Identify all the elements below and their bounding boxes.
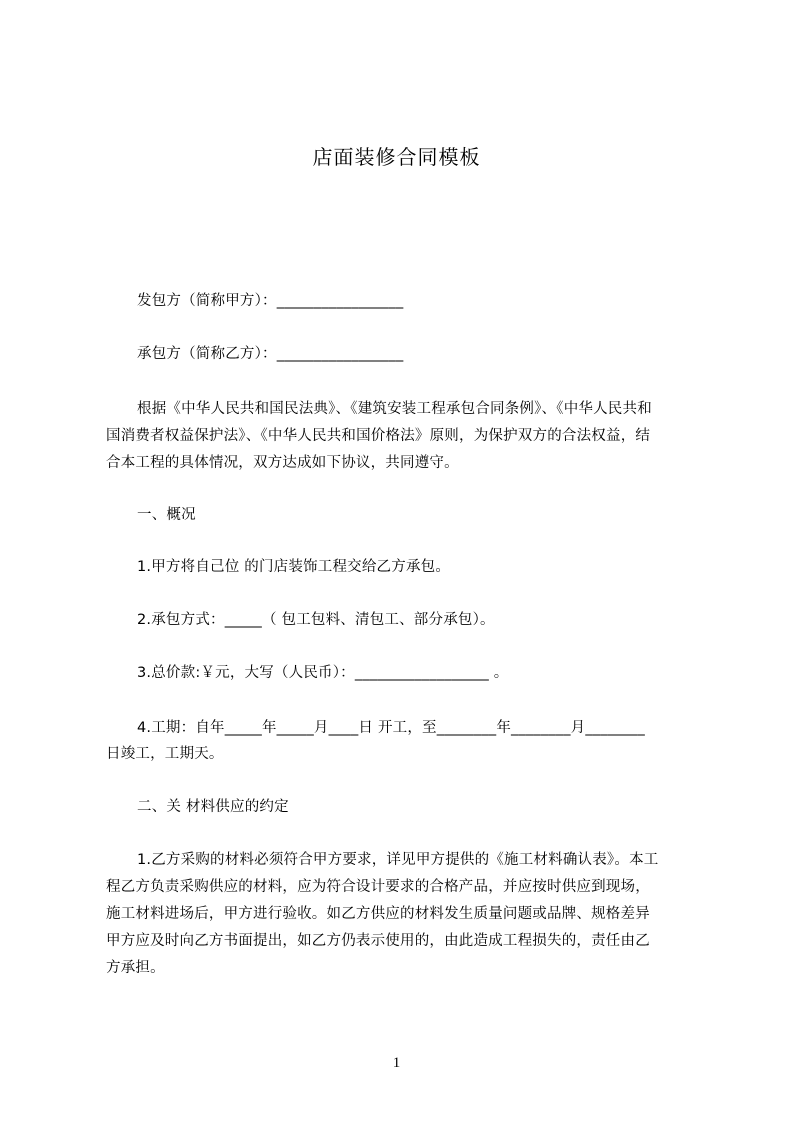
section-1-item-4-line-2: 日竣工，工期天。 <box>106 746 224 762</box>
section-1-item-3: 3.总价款:￥元，大写（人民币）：__________________ 。 <box>137 665 509 681</box>
party-a-line: 发包方（简称甲方）：_________________ <box>137 293 404 309</box>
section-1-heading: 一、概况 <box>137 507 196 523</box>
intro-line-1: 根据《中华人民共和国民法典》、《建筑安装工程承包合同条例》、《中华人民共和 <box>137 401 652 417</box>
section-2-item-1-line-4: 甲方应及时向乙方书面提出，如乙方仍表示使用的，由此造成工程损失的，责任由乙 <box>106 933 650 949</box>
party-b-line: 承包方（简称乙方）：_________________ <box>137 346 404 362</box>
section-2-item-1-line-3: 施工材料进场后，甲方进行验收。如乙方供应的材料发生质量问题或品牌、规格差异 <box>106 906 650 922</box>
intro-line-2: 国消费者权益保护法》、《中华人民共和国价格法》原则，为保护双方的合法权益，结 <box>106 428 651 444</box>
section-2-item-1-line-2: 程乙方负责采购供应的材料，应为符合设计要求的合格产品，并应按时供应到现场， <box>106 879 650 895</box>
section-1-item-4-line-1: 4.工期：自年_____年_____月____日 开工，至________年________月________ <box>137 720 645 736</box>
intro-line-3: 合本工程的具体情况，双方达成如下协议，共同遵守。 <box>106 455 459 471</box>
page-title: 店面装修合同模板 <box>312 145 481 169</box>
page-number: 1 <box>392 1055 401 1071</box>
section-2-heading: 二、关 材料供应的约定 <box>137 799 289 815</box>
section-1-item-1: 1.甲方将自己位 的门店装饰工程交给乙方承包。 <box>137 559 451 575</box>
section-1-item-2: 2.承包方式：_____（ 包工包料、清包工、部分承包）。 <box>137 612 495 628</box>
section-2-item-1-line-1: 1.乙方采购的材料必须符合甲方要求，详见甲方提供的《施工材料确认表》。本工 <box>137 852 659 868</box>
section-2-item-1-line-5: 方承担。 <box>106 960 165 976</box>
